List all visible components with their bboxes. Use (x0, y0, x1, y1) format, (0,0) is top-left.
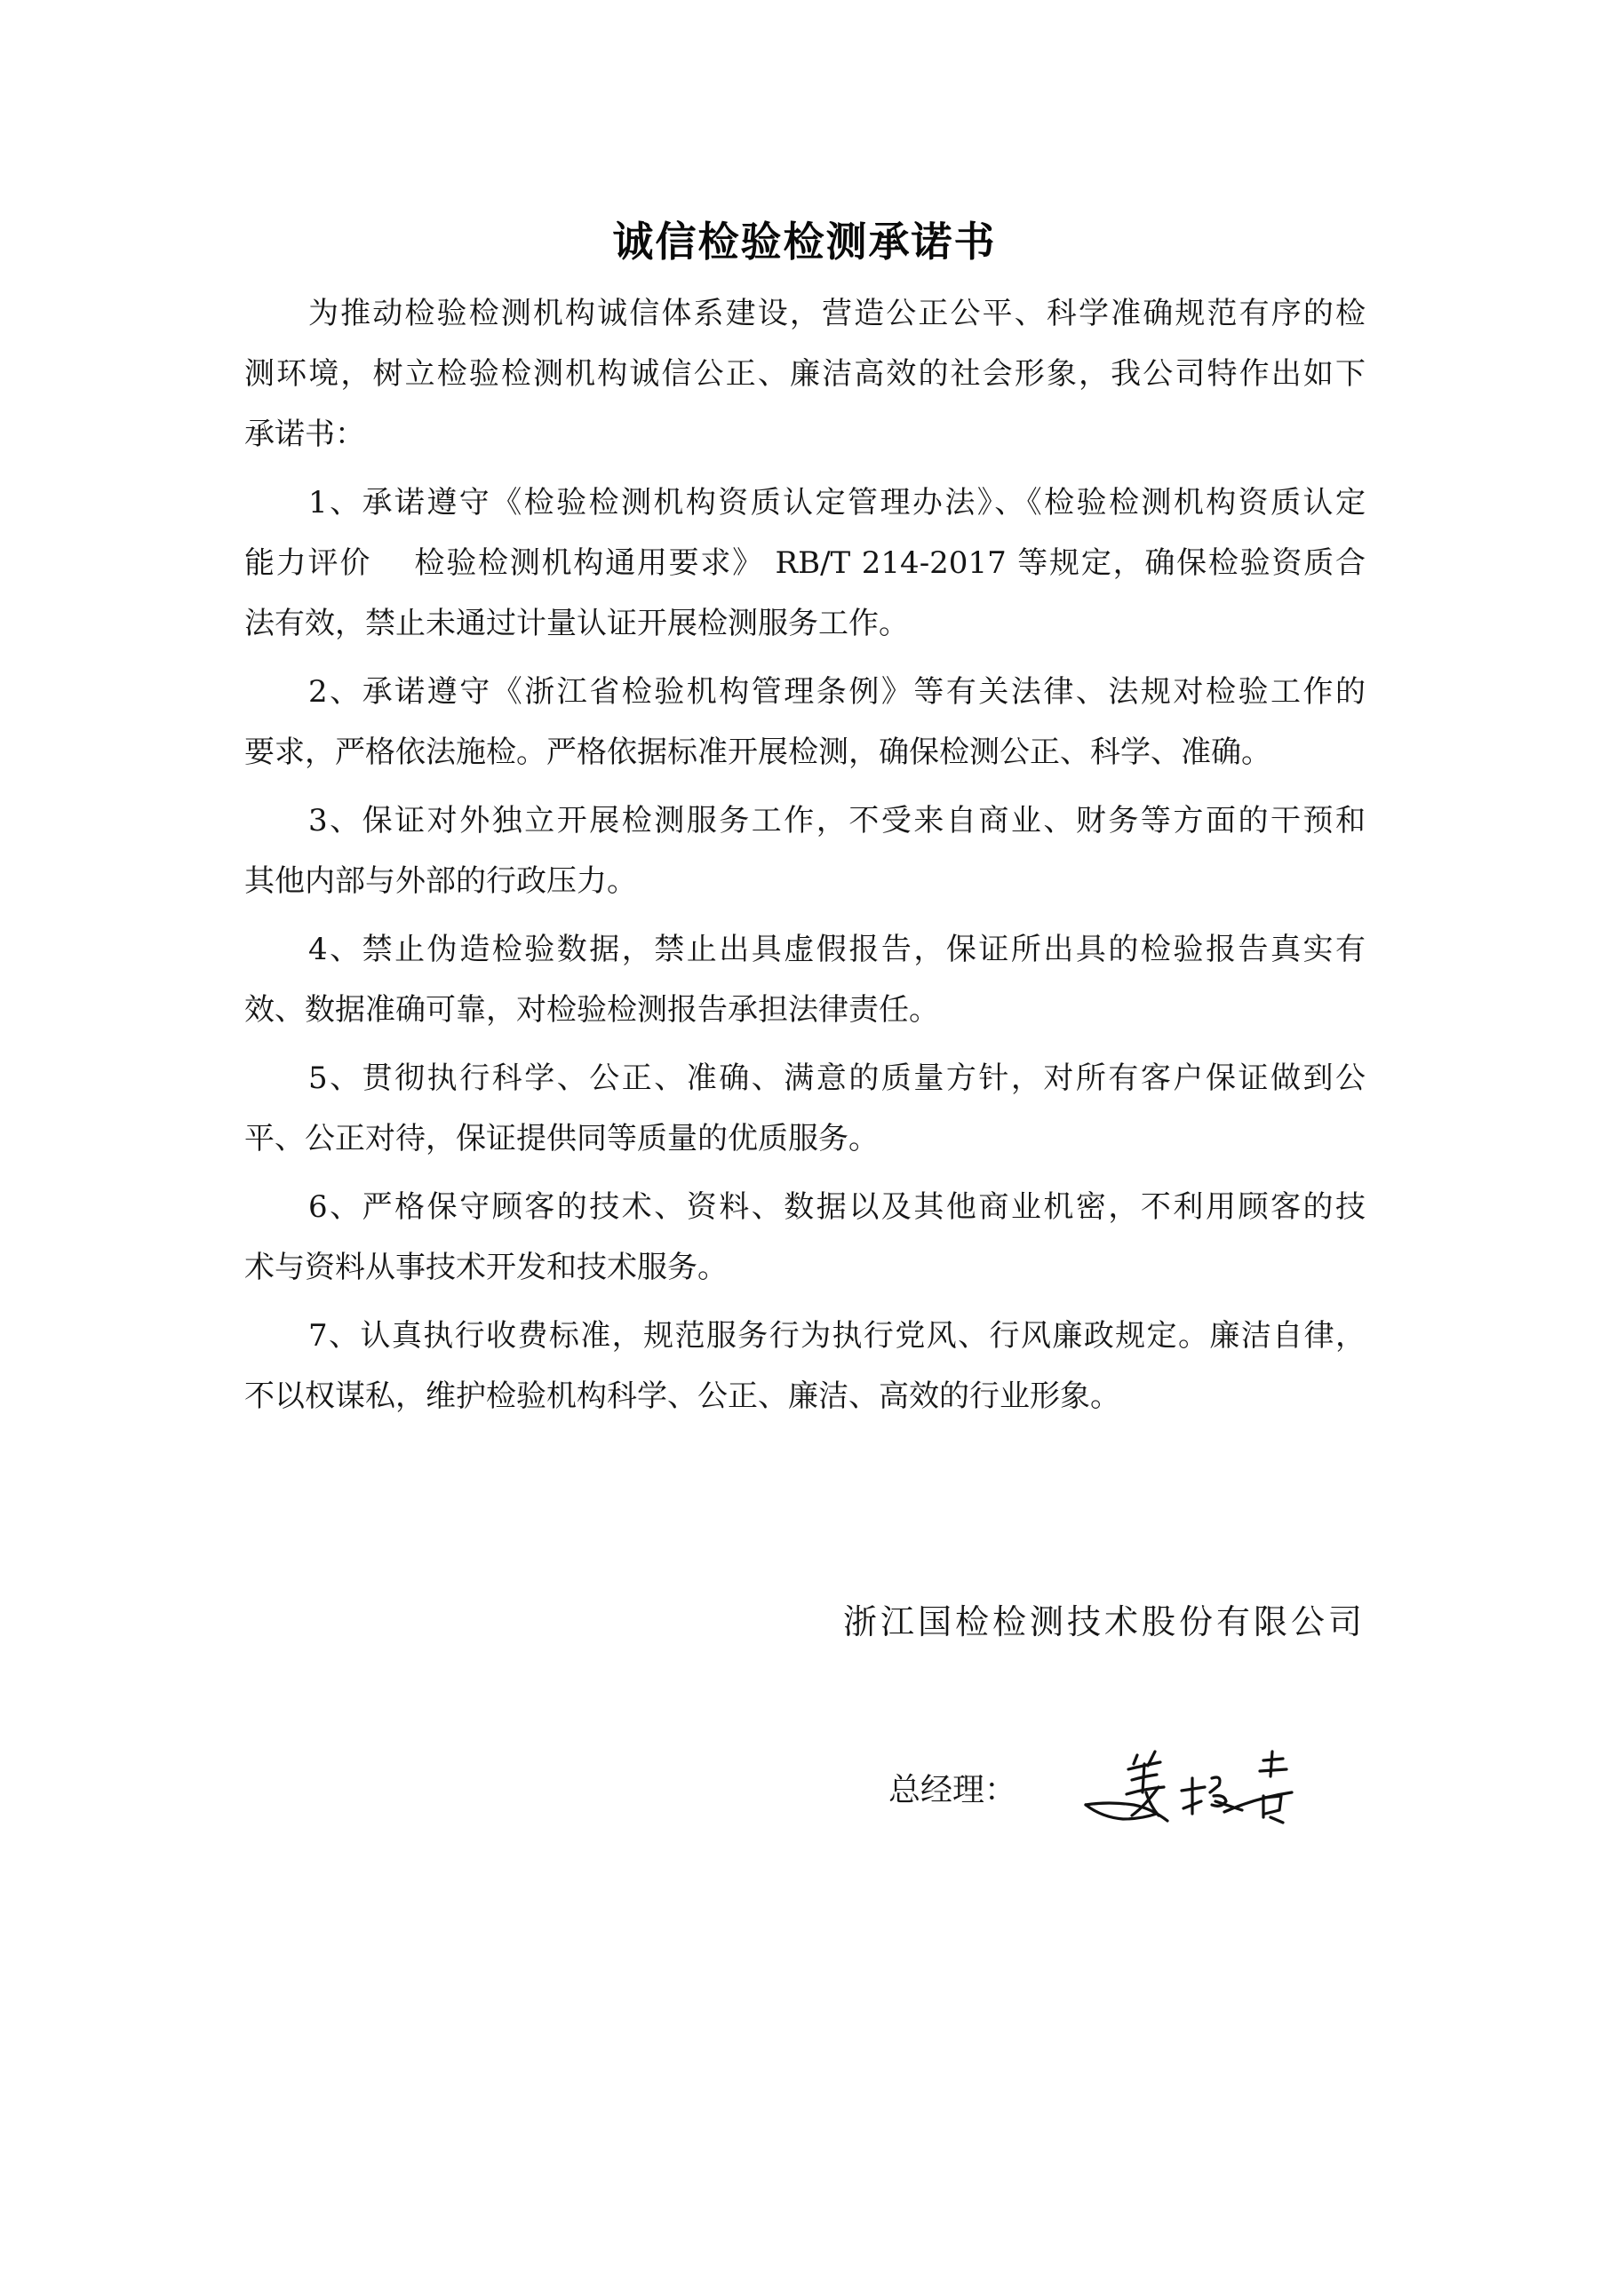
pledge-item-7 (244, 1306, 1366, 1426)
text-line: 测环境，树立检验检测机构诚信公正、廉洁高效的社会形象，我公司特作出如下 (244, 356, 1366, 392)
pledge-item-6 (244, 1177, 1366, 1298)
text-line: 平、公正对待，保证提供同等质量的优质服务。 (244, 1121, 879, 1156)
pledge-item-3 (244, 790, 1366, 911)
text-line: 要求，严格依法施检。严格依据标准开展检测，确保检测公正、科学、准确。 (244, 735, 1271, 770)
text-line: 2、承诺遵守《浙江省检验机构管理条例》等有关法律、法规对检验工作的 (308, 674, 1366, 710)
text-line: 不以权谋私，维护检验机构科学、公正、廉洁、高效的行业形象。 (244, 1378, 1120, 1414)
text-line: 5、贯彻执行科学、公正、准确、满意的质量方针，对所有客户保证做到公 (308, 1061, 1366, 1096)
pledge-item-1 (244, 473, 1366, 654)
text-line: 1、承诺遵守《检验检测机构资质认定管理办法》、《检验检测机构资质认定 (308, 485, 1366, 520)
text-line: 4、禁止伪造检验数据，禁止出具虚假报告，保证所出具的检验报告真实有 (308, 932, 1366, 967)
text-line: 效、数据准确可靠，对检验检测报告承担法律责任。 (244, 992, 939, 1028)
document-title: 诚信检验检测承诺书 (612, 218, 997, 266)
general-manager-label: 总经理： (888, 1772, 1017, 1808)
text-line: 6、严格保守顾客的技术、资料、数据以及其他商业机密，不利用顾客的技 (308, 1189, 1366, 1225)
pledge-item-5 (244, 1048, 1366, 1169)
text-line: 为推动检验检测机构诚信体系建设，营造公正公平、科学准确规范有序的检 (308, 296, 1366, 331)
intro-paragraph (244, 283, 1366, 465)
text-line: 承诺书： (244, 417, 365, 452)
pledge-item-4 (244, 919, 1366, 1040)
text-line: 其他内部与外部的行政压力。 (244, 863, 637, 899)
text-line: 能力评价 检验检测机构通用要求》 RB/T 214-2017 等规定，确保检验资质合 (244, 545, 1366, 581)
text-line: 术与资料从事技术开发和技术服务。 (244, 1250, 728, 1285)
text-line: 7、认真执行收费标准，规范服务行为执行党风、行风廉政规定。廉洁自律， (308, 1318, 1366, 1354)
text-line: 法有效，禁止未通过计量认证开展检测服务工作。 (244, 606, 909, 641)
company-name: 浙江国检检测技术股份有限公司 (842, 1602, 1366, 1641)
signature-image (1082, 1743, 1300, 1831)
document-body (244, 283, 1366, 1434)
pledge-item-2 (244, 662, 1366, 783)
text-line: 3、保证对外独立开展检测服务工作，不受来自商业、财务等方面的干预和 (308, 803, 1366, 838)
